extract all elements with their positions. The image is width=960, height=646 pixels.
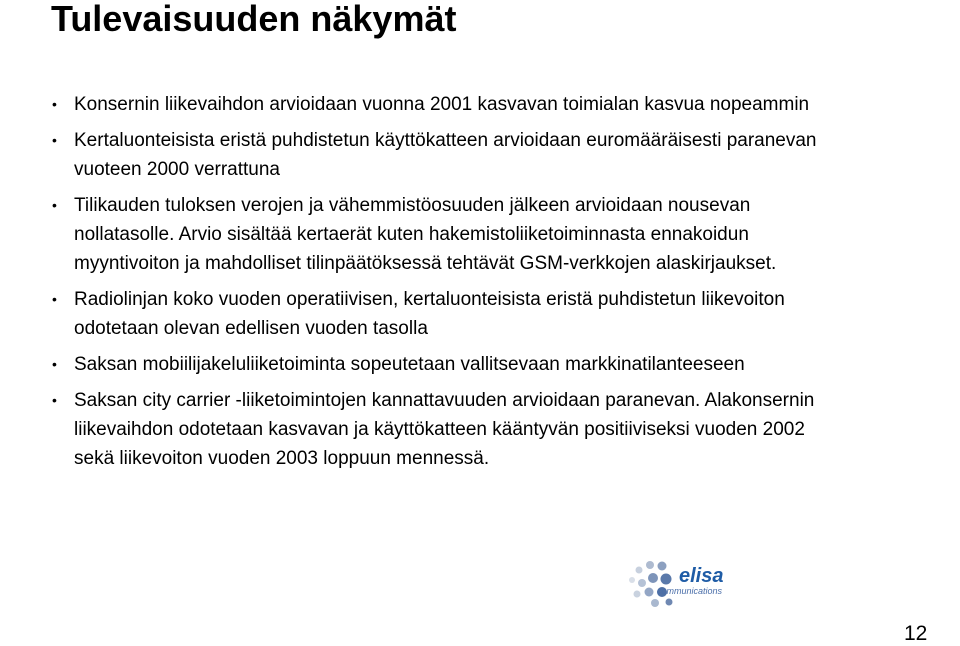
elisa-logo [617,552,732,610]
bullet-item [49,90,929,119]
bullet-text: Saksan city carrier -liiketoimintojen kannattavuuden arvioidaan paranevan. Alakonsernin liikevaihdon odotetaan kasvavan ja käyttökatteen kääntyvän positiiviseksi vuoden 2002 sekä liikevoiton vuoden 2003 loppuun mennessä. [74,390,815,469]
elisa-logo-icon [617,552,677,610]
logo-subtitle: communications [657,586,723,596]
bullet-icon: • [52,392,57,408]
bullet-item [49,386,929,473]
bullet-text: Tilikauden tuloksen verojen ja vähemmistöosuuden jälkeen arvioidaan nousevan nollatasolle. Arvio sisältää kertaerät kuten hakemistoliiketoiminnasta ennakoidun myyntivoiton ja mahdolliset tilinpäätöksessä tehtävät GSM-verkkojen alaskirjaukset. [74,195,777,274]
bullet-icon: • [52,356,57,372]
bullet-item [49,285,929,343]
bullet-text: Saksan mobiilijakeluliiketoiminta sopeutetaan vallitsevaan markkinatilanteeseen [74,354,745,375]
bullet-text: Konsernin liikevaihdon arvioidaan vuonna 2001 kasvavan toimialan kasvua nopeammin [74,94,810,115]
slide-title: Tulevaisuuden näkymät [51,0,457,39]
bullet-list [49,90,929,480]
bullet-icon: • [52,197,57,213]
page-number: 12 [904,622,928,645]
bullet-item [49,126,929,184]
bullet-item [49,191,929,278]
bullet-icon: • [52,132,57,148]
bullet-icon: • [52,96,57,112]
bullet-icon: • [52,291,57,307]
bullet-text: Radiolinjan koko vuoden operatiivisen, kertaluonteisista eristä puhdistetun liikevoiton odotetaan olevan edellisen vuoden tasolla [74,289,785,339]
logo-name: elisa [679,565,724,587]
bullet-text: Kertaluonteisista eristä puhdistetun käyttökatteen arvioidaan euromääräisesti paranevan vuoteen 2000 verrattuna [74,130,817,180]
bullet-item [49,350,929,379]
